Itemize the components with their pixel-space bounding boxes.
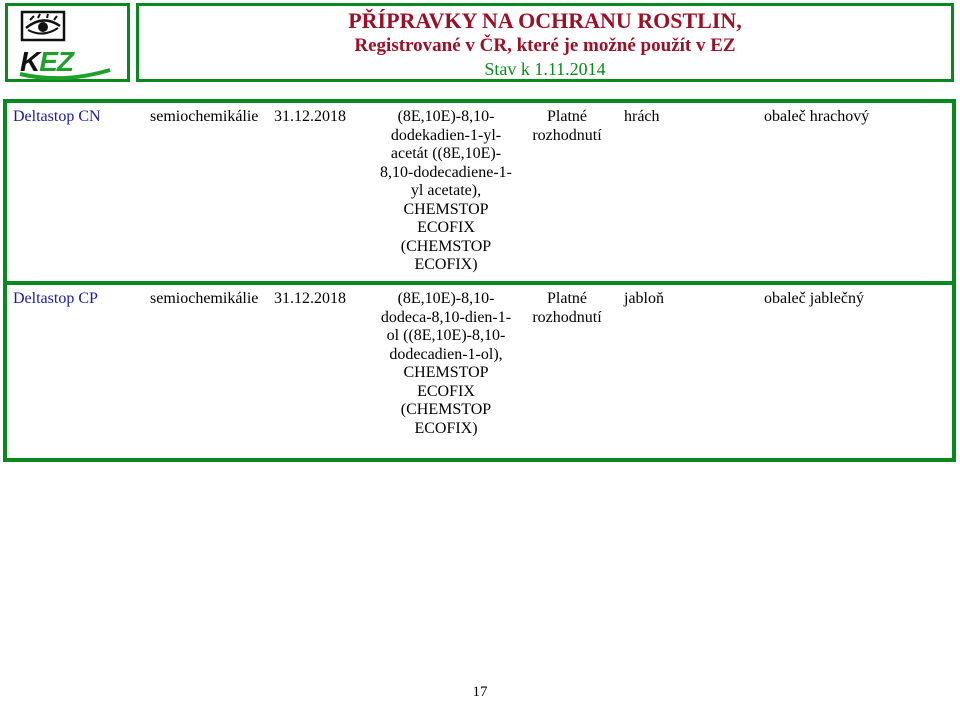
product-group: semiochemikálie [150, 290, 259, 307]
target-crop: hrách [624, 108, 660, 125]
eye-logo-icon [20, 10, 66, 42]
logo-letters-ez: EZ [39, 46, 74, 77]
products-table [3, 99, 956, 462]
target-pest: obaleč jablečný [764, 290, 864, 307]
target-pest: obaleč hrachový [764, 108, 870, 125]
page-title: PŘÍPRAVKY NA OCHRANU ROSTLIN, [348, 8, 742, 33]
page-subtitle: Registrované v ČR, které je možné použít v EZ [354, 35, 736, 56]
valid-until-date: 31.12.2018 [274, 108, 346, 125]
target-crop: jabloň [624, 290, 664, 307]
active-substance: (8E,10E)-8,10- dodekadien-1-yl- acetát ((8E,10E)- 8,10-dodecadiene-1- yl acetate), CHEMSTOP ECOFIX (CHEMSTOP ECOFIX) [380, 108, 512, 273]
active-substance: (8E,10E)-8,10- dodeca-8,10-dien-1- ol ((8E,10E)-8,10- dodecadien-1-ol), CHEMSTOP ECOFIX (CHEMSTOP ECOFIX) [380, 290, 512, 437]
table-row [7, 103, 952, 285]
valid-until-date: 31.12.2018 [274, 290, 346, 307]
document-header [136, 3, 954, 82]
swoosh-icon [18, 60, 113, 80]
product-name: Deltastop CN [13, 108, 101, 125]
kez-logo [5, 3, 130, 82]
status-date: Stav k 1.11.2014 [484, 59, 606, 79]
product-group: semiochemikálie [150, 108, 259, 125]
page-number: 17 [472, 684, 488, 700]
registration-status: Platné rozhodnutí [532, 290, 602, 326]
table-row [7, 285, 952, 458]
logo-letter-k: K [20, 46, 40, 77]
product-name: Deltastop CP [13, 290, 98, 307]
registration-status: Platné rozhodnutí [532, 108, 602, 144]
